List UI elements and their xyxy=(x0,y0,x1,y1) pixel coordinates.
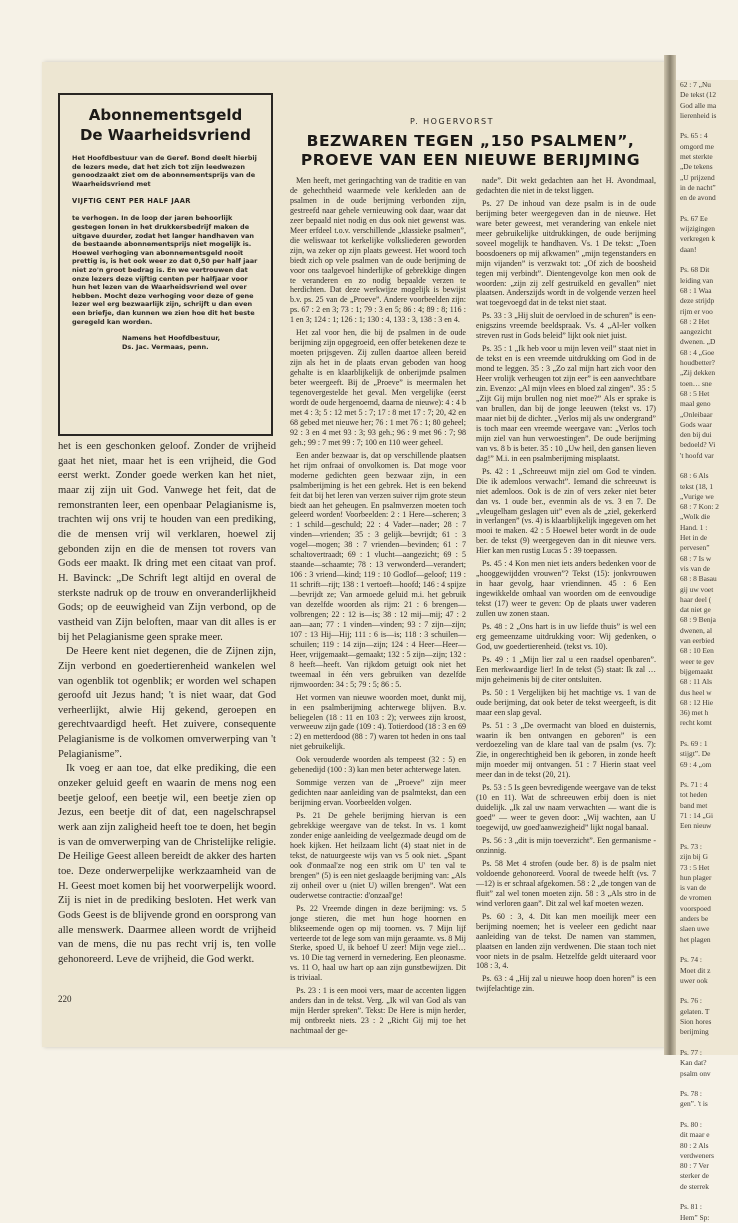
right-page-line: „Onleibaar xyxy=(680,409,713,419)
right-page-line: stijgt”. De xyxy=(680,749,711,759)
right-page-line: haar deel ( xyxy=(680,594,712,604)
right-page-line: in de nacht” xyxy=(680,182,716,192)
right-page-line: 68 : 5 Het xyxy=(680,388,710,398)
right-page-line: 't hoofd var xyxy=(680,450,714,460)
article-paragraph: Ps. 60 : 3, 4. Dit kan men moeilijk meer een berijming noemen; het is veeleer een gedicht naar aanleiding van de tekst. De namen van stammen, plaatsen en landen zijn verdwenen. Die staan toch niet voor niets in de psalm. Hetzelfde geldt uiteraard voor 108 : 3, 4. xyxy=(476,911,656,971)
right-page-line: en de avond xyxy=(680,193,716,203)
right-page-line: „Vurige we xyxy=(680,491,714,501)
right-page-line xyxy=(676,461,738,471)
right-page-line: 62 : 7 „Nu xyxy=(680,80,711,89)
right-page-line: Ps. 69 : 1 xyxy=(680,739,708,748)
notice-title-line2: De Waarheidsvriend xyxy=(79,126,252,144)
right-page-line: voorspoed xyxy=(680,903,711,913)
page-gutter xyxy=(664,55,676,1055)
notice-title-line1: Abonnementsgeld xyxy=(88,106,243,124)
right-page-line: 68 : 6 Als xyxy=(680,471,709,481)
right-page-line: Ps. 65 : 4 xyxy=(680,131,708,141)
right-page-line: Ps. 73 : xyxy=(680,841,702,851)
article-paragraph: Ps. 35 : 1 „Ik heb voor u mijn leven veil” staat niet in de tekst en is een vreemde uitdrukking om God in de mond te leggen. 35 : 3 „Zo zal mijn hart zich voor den Heer vrolijk verheugen tot zijn eer” is een aanvechtbare zin. Evenzo: „Al mijn vlees en bloed zal zingen”. 35 : 5 „Zijt Gij mijn brullen nog niet moe?” Als er sprake is van brullen, dan bij de jonge leeuwen (tekst vs. 17) maar niet bij de dichter. „Verlos mij als uw ondergrand” is toch maar een vreemde weergave van: „Verlos toch mijn ziel van hun verwoestingen”. De oude berijming van vs. 8 b is beter. 35 : 10 „Uw heil, den gansen lieven dag!” M.i. in een psalmberijming misplaatst. xyxy=(476,344,656,463)
article-paragraph: Sommige verzen van de „Proeve” zijn meer gedichten naar aanleiding van de psalmtekst, dan een berijming ervan. Voorbeelden volgen. xyxy=(290,778,466,808)
right-page-line: omgord me xyxy=(680,141,714,151)
right-page-line: 68 : 4 „Goe xyxy=(680,347,715,357)
right-page-line xyxy=(676,1038,738,1048)
right-page-line: 36) met h xyxy=(680,708,709,718)
right-page-line: met sterkte xyxy=(680,152,713,162)
right-page-line: 80 : 2 Als xyxy=(680,1140,709,1150)
right-page-line: Een nieuw xyxy=(680,821,712,831)
right-page-line: lierenheid is xyxy=(680,110,717,120)
right-page-line: slaen uwe xyxy=(680,924,710,934)
right-page-line: 80 : 7 Ver xyxy=(680,1161,709,1171)
right-page-line: Het in de xyxy=(680,533,708,543)
right-page-line xyxy=(676,945,738,955)
right-page-line: de vromen xyxy=(680,893,712,903)
article-paragraph: Ps. 45 : 4 Kon men niet iets anders bedenken voor de „hooggewijdden vrouwen”? Tekst (15): jonkvrouwen in haar gevolg, haar vriendinnen. 45 : 6 Een ingewikkelde omhaal van woorden om de eenvoudige tekst (17) weer te geven: Op de plaats uwer vaderen zullen uw zonen staan. xyxy=(476,559,656,619)
page-number: 220 xyxy=(58,994,72,1004)
right-page-line: 68 : 7 Kon: 2 xyxy=(680,502,720,512)
right-page-line: Ps. 74 : xyxy=(680,955,702,965)
right-page-line: sterker de xyxy=(680,1171,709,1181)
right-page-line: Ps. 67 Ee xyxy=(680,213,708,223)
right-page-line: „U prijzend xyxy=(680,172,715,182)
article-paragraph: Ps. 63 : 4 „Hij zal u nieuwe hoop doen horen” is een twijfelachtige zin. xyxy=(476,974,656,994)
right-page-line: gelaten. T xyxy=(680,1006,710,1016)
right-page-line xyxy=(676,121,738,131)
right-page-fragment xyxy=(676,80,738,1222)
right-page-line: de sterrek xyxy=(680,1181,709,1191)
article-paragraph: Ps. 58 Met 4 strofen (oude ber. 8) is de psalm niet voldoende gehonoreerd. Vooral de tweede helft (vs. 7—12) is er schraal afgekomen. 58 : 2 „de tongen van de fluit” zal wel tonen moeten zijn. 58 : 3 „Als stro in de wind verloren gaan”. Dit zal wel kaf moeten wezen. xyxy=(476,858,656,908)
right-page-line: dit maar e xyxy=(680,1130,710,1140)
right-page-line: rijm er voo xyxy=(680,306,713,316)
right-page-line: 68 : 7 Is w xyxy=(680,553,712,563)
right-page-line: band met xyxy=(680,800,708,810)
article-paragraph: Ps. 21 De gehele berijming hiervan is een gebrekkige weergave van de tekst. In vs. 1 komt zonder enige aanleiding de veelgezmade deugd om de hoek kijken. Het heilzaam licht (4) staat niet in de tekst, de natuurgeeste wijs van vs 5 ook niet. „Spant ook d'onmaal'ze nog een strik om U' ten val te brengen” (5) is een niet geslaagde berijming van: „Als zij onheil over u (niet U) willen brengen”. Wat een ouderwetse contractie: d'onzaal'ge! xyxy=(290,811,466,900)
right-page-line: Kan dat? xyxy=(680,1058,707,1068)
right-page-line xyxy=(676,255,738,265)
right-page-line: dus heel w xyxy=(680,687,712,697)
right-page-line: pervesen” xyxy=(680,543,710,553)
article-paragraph: Ps. 23 : 1 is een mooi vers, maar de accenten liggen anders dan in de tekst. Verg. „Ik wil van God als van mijn Herder spreken”. Tekst: De Here is mijn herder, mij ontbreekt niets. 23 : 2 „Richt Gij mij toe het nachtmaal der ge- xyxy=(290,986,466,1036)
right-page-line: 68 : 10 Een xyxy=(680,646,714,656)
right-page-line: recht komt xyxy=(680,718,712,728)
signature-line1: Namens het Hoofdbestuur, xyxy=(122,334,221,343)
notice-price: VIJFTIG CENT PER HALF JAAR xyxy=(72,197,191,206)
article-paragraph: nade”. Dit wekt gedachten aan het H. Avondmaal, gedachten die niet in de tekst liggen. xyxy=(476,176,656,195)
article-paragraph: Ook verouderde woorden als tempeest (32 : 5) en gebenedijd (100 : 3) kan men beter achterwege laten. xyxy=(290,755,466,775)
signature-line2: Ds. Jac. Vermaas, penn. xyxy=(122,342,209,351)
article-right-column xyxy=(476,176,656,997)
notice-body: te verhogen. In de loop der jaren behoorlijk gestegen lonen in het drukkersbedrijf maken de uitgave duurder, zodat het langer handhaven van de bestaande abonnementsprijs niet mogelijk is. Hoewel verhoging van abonnementsgeld nooit prettig is, is het ook weer zo dat 0,50 per half jaar niet zo'n groot bedrag is. En we vertrouwen dat onze lezers deze vijftig centen per halfjaar voor hun het lezen van de Waarheidsvriend wel over hebben. Mocht deze verhoging voor deze of gene lezer wel erg bezwaarlijk zijn, schrijft u dan even een briefje, dan kunnen we zien hoe dit het beste geregeld kan worden. xyxy=(72,214,258,326)
right-page-line: gen”. 't is xyxy=(680,1099,708,1109)
right-page-line: hun plager xyxy=(680,872,712,882)
right-page-line: De tekst (12 xyxy=(680,90,717,100)
article-paragraph: Ps. 49 : 1 „Mijn lier zal u een raadsel openbaren”. Een merkwaardige lier! In de tekst (5) staat: Ik zal … mijn geheimenis bij de citer ontsluiten. xyxy=(476,654,656,684)
article-author: P. HOGERVORST xyxy=(410,117,495,126)
right-page-line: vis van de xyxy=(680,563,710,573)
left-paragraph: het is een geschonken geloof. Zonder de vrijheid gaat het niet, maar het is een vrijheid, die God eerst werkt. Zonder goede werken kan het niet, maar zij zijn uit God. Vanwege het feit, dat de remonstranten leer, een openbaar Pelagianisme is, trachten wij ons vrij te houden van een prediking, die de mensen vrij wil verklaren, hoewel zij gebonden zijn en die de mensen tot rovers van Gods eer maakt. Ik dring met een citaat van prof. H. Bavinck: „De Schrift legt altijd en overal de sterkste nadruk op de trouw en onveranderlijkheid Gods; op de eeuwigheid van Zijn verbond, op de vastheid van Zijn beloften, maar van dit alles is er bij het Pelagianisme geen sprake meer. xyxy=(58,441,276,643)
headline-line1: BEZWAREN TEGEN „150 PSALMEN”, xyxy=(306,132,635,150)
right-page-line: „De tekens xyxy=(680,162,713,172)
right-page-line xyxy=(676,1079,738,1089)
right-page-line: anders be xyxy=(680,914,709,924)
right-page-line: Ps. 81 : xyxy=(680,1202,702,1212)
article-paragraph: Ps. 48 : 2 „Ons hart is in uw liefde thuis” is wel een erg gemeenzame uitdrukking voor: Wij gedenken, o God, uw goedertierenheid. (tekst vs. 10). xyxy=(476,621,656,651)
right-page-line: Ps. 71 : 4 xyxy=(680,780,708,790)
right-page-line: het plagen xyxy=(680,934,711,944)
right-page-line: tot heden xyxy=(680,790,708,800)
right-page-line xyxy=(676,1192,738,1202)
article-paragraph: Ps. 33 : 3 „Hij sluit de oervloed in de schuren” is een-enigszins vreemde beeldspraak. Vs. 4 „Al-ler volken streven rust in Gods beleid” lijkt ook niet juist. xyxy=(476,311,656,341)
right-page-line: Ps. 77 : xyxy=(680,1047,702,1057)
right-page-line: 71 : 14 „Gi xyxy=(680,811,714,821)
article-paragraph: Een ander bezwaar is, dat op verschillende plaatsen het rijm onfraai of onvolkomen is. Dat moge voor moderne gedichten geen bezwaar zijn, in een psalmberijming is het een gebrek. Het is een bekend feit dat bij het leren van verzen suiver rijm grote steun biedt aan het geheugen. En psalmverzen moeten toch geleerd worden! Voorbeelden: 2 : 1 Here—scheren; 3 : 1 schild—geschuld; 22 : 4 Vader—nader; 28 : 7 vinden—vrienden; 35 : 3 gelijk—bevrijdt; 61 : 3 vogel—mogen; 38 : 7 vrienden—bevinden; 61 : 7 schaltovertraadt; 69 : 1 vlucht—aangezicht; 69 : 5 staande—schaamte; 78 : 13 verwonderd—verandert; 106 : 3 vriend—kind; 119 : 10 Godlof—geloof; 119 : 11 schrift—rijt; 138 : 1 vertoeft—hoofd; 146 : 4 spijze—bevrijdt ze; Van armoede geluid m.i. het gebruik van dezelfde woorden als rijm: 21 : 6 brengen—volbrengen; 22 : 12 is—is; 38 : 12 mij—mij; 47 : 2 aan—aan; 77 : 1 vinden—vinden; 93 : 7 zijn—zijn; 107 : 13 Hij—Hij; 111 : 6 is—is; 118 : 3 schuilen—schuilen; 119 : 14 zijn—zijn; 124 : 4 Heer—Heer—Heer, vrijgemaakt—gemaakt; 132 : 5 zijn—zijn; 132 : 8 heeft—heeft. Van rijkdom getuigt ook niet het tweemaal in één vers gebruiken van dezelfde rijmwoorden: 34 : 5; 79 : 5; 86 : 5. xyxy=(290,450,466,689)
headline-line2: PROEVE VAN EEN NIEUWE BERIJMING xyxy=(300,151,641,169)
article-paragraph: Men heeft, met geringachting van de traditie en van de gehechtheid waarmede vele kerkleden aan de psalmen in de oude berijming verbonden zijn, gestreefd naar gehele vernieuwing ook daar, waar dat zeer bepaald niet nodig en dus ook niet gewenst was. Meer erfdeel t.o.v. verschillende „klassieke psalmen”, die weliswaar tot kerkelijke volksliederen geworden zijn, wa zeker op zijn plaats geweest. Het woord toch biedt zich op vele psalmen van de oude berijming de voor ons taalgevoel hinderlijke of gebrekkige dingen te veranderen en zo nodig bepaalde verzen te herdichten. Dat deze werkwijze mogelijk is bewijst b.v. ps. 25 van de „Proeve”. Andere voorbeelden zijn: ps. 67 : 2 en 3; 73 : 1; 79 : 3 en 5; 86 : 4; 89 : 8; 116 : 1 en 3; 124 : 1; 126 : 1; 130 : 4, 133 : 3, 138 : 3 en 4. xyxy=(290,176,466,325)
right-page-line: daan! xyxy=(680,244,697,254)
article-headline xyxy=(293,132,648,170)
right-page-line: Ps. 80 : xyxy=(680,1119,702,1129)
notice-signature xyxy=(72,334,259,352)
right-page-line xyxy=(676,1110,738,1120)
right-page-line: zijn bij G xyxy=(680,852,708,862)
right-page-line: verkregen k xyxy=(680,234,716,244)
notice-title xyxy=(72,105,259,145)
right-page-line: 69 : 4 „om xyxy=(680,759,712,769)
right-page-line: den bij dui xyxy=(680,430,712,440)
article-paragraph: Het zal voor hen, die bij de psalmen in de oude berijming zijn opgegroeid, een offer betekenen deze te moeten prijsgeven. Zij zullen daartoe alleen bereid zijn als het in de plaats ervan geboden van hoog gehalte is en klaarblijkelijk de onberijmde psalmen beter weergeeft. Bij de „Proeve” is meermalen het tegenovergestelde het geval. Men vergelijke (eerst wordt de oude hergenoemd, daarna de nieuwe): 4 : 4 b met 4 : 3; 5 : 12 met 5 : 7; 17 : 8 met 17 : 7; 20, 42 en 68 gebed met nieuwe her; 76 : 1 met 76 : 1; 80 geheel; 92 : 3 en 4 met 93 : 3; 93 geh.; 96 : 9 met 96 : 7; 98 geh.; 99 : 7 met 99 : 7; 100 en 110 weer geheel. xyxy=(290,328,466,447)
right-page-line: dat niet ge xyxy=(680,605,711,615)
right-page-line: houdbetter? xyxy=(680,358,715,368)
left-column-text xyxy=(58,440,276,968)
right-page-line xyxy=(676,729,738,739)
article-paragraph: Ps. 22 Vreemde dingen in deze berijming: vs. 5 jonge stieren, die met hun hoge hoornen en blikseemende ogen op mij toornen. vs. 7 Mijn lijf verteerde tot de lege som van mijn geraamte. vs. 8 Mij Sterke, spoed U, ik behoef U zeer! Mijn vege ziel… vs. 10 Die tag vernerd in vernedering. Een pleonasme. vs. 11 O, haal uw hart op aan zijn gunstbewijzen. Dit is triviaal. xyxy=(290,903,466,983)
article-paragraph: Ps. 51 : 3 „De overmacht van bloed en duisternis, waarin ik ben ontvangen en geboren” is een verdoezeling van de klare taal van de psalm (vs. 7): Zie, in ongerechtigheid ben ik geboren, in zonde heeft mijn moeder mij ontvangen. 51 : 7 Hierin staat veel meer dan in de tekst (20, 21). xyxy=(476,720,656,780)
right-page-line: maal geno xyxy=(680,399,711,409)
subscription-notice-box xyxy=(58,93,273,436)
right-page-line: Hand. 1 : xyxy=(680,522,708,532)
right-page-line: 73 : 5 Het xyxy=(680,862,710,872)
right-page-line: God alle ma xyxy=(680,100,717,110)
right-page-line: gij uw voet xyxy=(680,584,714,594)
article-paragraph: Ps. 56 : 3 „dit is mijn toeverzicht”. Een germanisme - onzinnig. xyxy=(476,836,656,855)
right-page-line: 68 : 8 Basau xyxy=(680,574,717,584)
right-page-line: 68 : 2 Het xyxy=(680,316,710,326)
article-paragraph: Ps. 42 : 1 „Schreeuwt mijn ziel om God te vinden. Die ik ademloos verwacht”. Iemand die schreeuwt is niet ademloos. Ook is de zin of vers zeker niet beter dan vs. 1 oude ber., evenmin als de vs. 3 en 7. De „vleugelham geslagen uit” even als de „ziel, gekerkerd in verlangen” (vs. 4) is klaarblijkelijk ingegeven om het mooi te maken. 42 : 5 Hoewel beter wordt in de oude ber. de tekst (9) weergegeven dan in dit nieuwe vers. Hier kan men rustig Lucas 5 : 39 toepassen. xyxy=(476,466,656,556)
right-page-line: toen… sne xyxy=(680,378,712,388)
article-middle-column xyxy=(290,176,466,1039)
right-page-line: aangezicht xyxy=(680,327,712,337)
right-page-line: van eerbied xyxy=(680,636,715,646)
right-page-line: 68 : 9 Benja xyxy=(680,615,716,625)
right-page-line: verdweners xyxy=(680,1150,715,1160)
right-page-line: wijzigingen xyxy=(680,224,715,234)
right-page-line: dwenen, al xyxy=(680,625,713,635)
right-page-line: tekst (18, 1 xyxy=(680,481,714,491)
right-page-line: leiding van xyxy=(680,275,714,285)
right-page-line: Ps. 68 Dit xyxy=(680,265,710,275)
right-page-line: uwer ook xyxy=(680,975,708,985)
right-page-line: Ps. 78 : xyxy=(680,1089,702,1099)
right-page-line: „Wolk die xyxy=(680,512,710,522)
right-page-line: bedoeld? Vi xyxy=(680,440,716,450)
right-page-line xyxy=(676,832,738,842)
right-page-line: Hem” Sp: xyxy=(680,1212,710,1222)
article-paragraph: Het vormen van nieuwe woorden moet, dunkt mij, in een psalmberijming achterwege blijven. B.v. beliegelen (18 : 11 en 103 : 2); verwees zijn kroost, verweeuw zijn gade (109 : 4). Totierdood (18 : 3 en 69 : 2) en metterdood (88 : 7) waren tot heden in ons taal niet gebruikelijk. xyxy=(290,692,466,752)
article-paragraph: Ps. 53 : 5 Is geen bevredigende weergave van de tekst (10 en 11). Wat de schreeuwen erbij doen is niet duidelijk. „Ik zal uw naam verwachten — want die is goed” — weer te geven door: „Wij wachten, aan U toegewijd, uw goed'aanwezigheid” lijkt nogal banaal. xyxy=(476,783,656,833)
right-page-line: 68 : 11 Als xyxy=(680,677,712,687)
right-page-line: berijming xyxy=(680,1027,709,1037)
right-page-line: Sion hores xyxy=(680,1017,712,1027)
right-page-line: Ps. 76 : xyxy=(680,996,702,1006)
right-page-line: 68 : 1 Waa xyxy=(680,285,712,295)
right-page-line: weer te gev xyxy=(680,656,715,666)
right-page-line xyxy=(676,986,738,996)
right-page-line: Moet dit z xyxy=(680,965,711,975)
left-paragraph: De Heere kent niet degenen, die de Zijnen zijn, Zijn verbond en goedertierenheid wankelen wel van ogenblik tot ogenblik; er worden wel schapen geroofd uit Jezus hand; 't is niet waar, dat God verheerlijkt, alwie Hij gekend, geroepen en gerechtvaardigd heeft. Het zuivere, consequente Pelagianisme is de volkomen omverwerping van 't Pelagianisme”. xyxy=(58,646,276,760)
notice-intro: Het Hoofdbestuur van de Geref. Bond deelt hierbij de lezers mede, dat het zich tot zijn leedwezen genoodzaakt ziet om de abonnementsprijs van de Waarheidsvriend met xyxy=(72,154,257,188)
article-paragraph: Ps. 50 : 1 Vergelijken bij het machtige vs. 1 van de oude berijming, dat ook beter de tekst weergeeft, is dit maar een slap geval. xyxy=(476,687,656,717)
right-page-line: bijgemaakt xyxy=(680,666,713,676)
right-page-line xyxy=(676,770,738,780)
right-page-line: „Zij dekken xyxy=(680,368,716,378)
right-page-line: dwenen. „D xyxy=(680,337,716,347)
right-page-line: psalm onv xyxy=(680,1068,711,1078)
article-paragraph: Ps. 27 De inhoud van deze psalm is in de oude berijming beter weergegeven dan in de nieuwe. Het ware beter geweest, met verandering van enkele niet meer gebruikelijke uitdrukkingen, de oude berijming soveel mogelijk te handhaven. Vs. 1 De tekst: „Toen boosdoeners op mij afkwamen” „mijn tegenstanders en mijn vijanden” is verzwakt tot: „Of zich de boosheid tegen mij verbindt”. Dientengevolge kon men ook de woorden: „zijn zij zelf gestruikeld en gevallen” niet plaatsen. Anderszijds wordt in de volgende verzen heel wat toegevoegd dat in de tekst niet staat. xyxy=(476,198,656,308)
left-paragraph: Ik voeg er aan toe, dat elke prediking, die een onzeker geluid geeft en waarin de mens nog een beetje geloof, een beetje wil, een beetje zien op Jezus, een beetje dit of dat, een nagelschrapsel werk aan zijn zaligheid heeft toe te doen, het begin is van de omverwerping van de Christelijke religie. De Heilige Geest alleen bereidt de akker des harten toe. Deze onderwerpelijke werkzaamheid van de H. Geest moet komen bij het voorwerpelijk woord. Zij is niet in de prediking besloten. Het werk van Gods Geest is de blijvende grond en oorsprong van alle menswerk. Daarmee alleen wordt de vrijheid van de mens, die nu pas recht vrij is, ten volle gehonoreerd. Leve de vrijheid, die God werkt. xyxy=(58,763,276,965)
right-page-line: 68 : 12 Hie xyxy=(680,697,714,707)
right-page-line xyxy=(676,204,738,214)
right-page-line: is van de xyxy=(680,883,707,893)
right-page-line: Gods waar xyxy=(680,419,712,429)
right-page-line: deze strijdp xyxy=(680,296,715,306)
